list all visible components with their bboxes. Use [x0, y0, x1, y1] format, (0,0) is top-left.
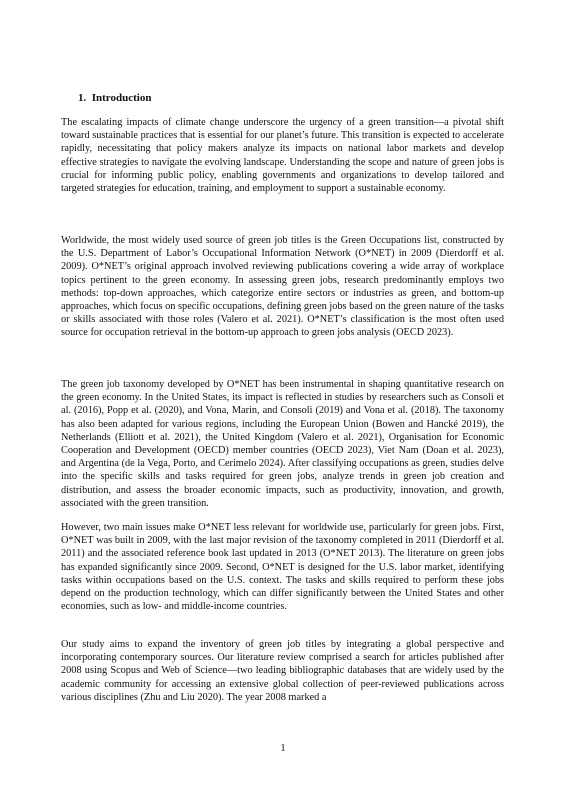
paragraph-taxonomy-adoption: The green job taxonomy developed by O*NET has been instrumental in shaping quantitative research on the green economy. In the United States, its impact is reflected in studies by researchers such as Consoli et al. (2016), Popp et al. (2020), and Vona, Marin, and Consoli (2019) and Vona et al. (2018). The taxonomy has also been adapted for various regions, including the European Union (Bowen and Hancké 2019), the Netherlands (Elliott et al. 2021), the United Kingdom (Valero et al. 2021), Organisation for Economic Cooperation and Development (OECD) member countries (OECD 2023), Viet Nam (Doan et al. 2023), and Argentina (de la Vega, Porto, and Cerimelo 2024). After classifying occupations as green, studies delve into the specific skills and tasks required for green jobs, analyze trends in green job creation and distribution, and assess the broader economic impacts, such as productivity, innovation, and growth, associated with the green transition. [61, 379, 504, 509]
section-number: 1. [78, 92, 87, 104]
section-title: Introduction [91, 92, 152, 104]
paragraph-intro-climate: The escalating impacts of climate change underscore the urgency of a green transition—a pivotal shift toward sustainable practices that is essential for our planet’s future. This transition is expected to accelerate rapidly, necessitating that policy makers analyze its impacts on national labor markets and develop effective strategies to navigate the evolving landscape. Understanding the scope and nature of green jobs is crucial for informing public policy, enabling governments and organizations to develop tailored and targeted strategies for education, training, and employment to support a sustainable economy. [61, 117, 504, 195]
paragraph-study-aims: Our study aims to expand the inventory of green job titles by integrating a global perspective and incorporating contemporary sources. Our literature review comprised a search for articles published after 2008 using Scopus and Web of Science—two leading bibliographic databases that are widely used by the academic community for accessing an extensive global collection of peer-reviewed publications across various disciplines (Zhu and Liu 2020). The year 2008 marked a [61, 639, 504, 703]
paragraph-onet-issues: However, two main issues make O*NET less relevant for worldwide use, particularly for green jobs. First, O*NET was built in 2009, with the last major revision of the taxonomy completed in 2011 (Dierdorff et al. 2011) and the associated reference book last updated in 2013 (O*NET 2013). The literature on green jobs has expanded significantly since 2009. Second, O*NET is designed for the U.S. labor market, identifying tasks within occupations based on the U.S. context. The tasks and skills required to perform these jobs depend on the production technology, which can differ significantly between the United States and other economies, such as low- and middle-income countries. [61, 522, 504, 613]
page-number: 1 [280, 743, 286, 754]
section-heading [78, 91, 151, 105]
paragraph-onet-source: Worldwide, the most widely used source of green job titles is the Green Occupations list, constructed by the U.S. Department of Labor’s Occupational Information Network (O*NET) in 2009 (Dierdorff et al. 2009). O*NET’s original approach involved reviewing publications covering a wide array of workplace topics pertinent to the green economy. In assessing green jobs, research predominantly employs two methods: top-down approaches, which categorize entire sectors or industries as green, and bottom-up approaches, which focus on specific occupations, defining green jobs based on the green nature of the tasks or skills associated with those roles (Valero et al. 2021). O*NET’s classification is the most often used source for occupation retrieval in the bottom-up approach to green jobs analysis (OECD 2023). [61, 235, 504, 339]
